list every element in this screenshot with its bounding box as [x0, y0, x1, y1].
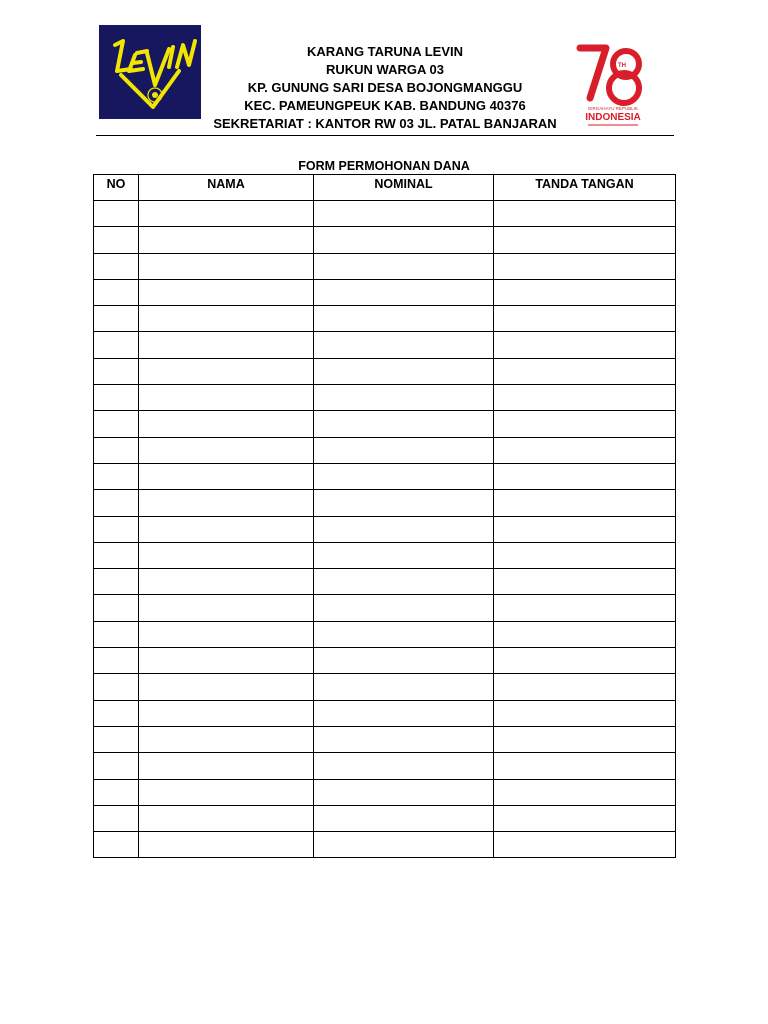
cell-no: [94, 832, 139, 858]
cell-nama: [139, 358, 314, 384]
cell-no: [94, 753, 139, 779]
table-row: [94, 726, 676, 752]
cell-tanda-tangan: [494, 201, 676, 227]
cell-nominal: [314, 411, 494, 437]
cell-nama: [139, 411, 314, 437]
cell-nama: [139, 332, 314, 358]
logo-suffix-text: TH: [618, 63, 626, 69]
table-body: [94, 201, 676, 858]
cell-tanda-tangan: [494, 437, 676, 463]
cell-tanda-tangan: [494, 674, 676, 700]
table-row: [94, 595, 676, 621]
letterhead: [200, 43, 570, 133]
column-header-no: NO: [94, 175, 139, 201]
cell-tanda-tangan: [494, 832, 676, 858]
cell-tanda-tangan: [494, 595, 676, 621]
table-row: [94, 648, 676, 674]
table-row: [94, 463, 676, 489]
cell-tanda-tangan: [494, 726, 676, 752]
cell-nama: [139, 542, 314, 568]
cell-no: [94, 411, 139, 437]
cell-no: [94, 358, 139, 384]
table-row: [94, 516, 676, 542]
cell-tanda-tangan: [494, 648, 676, 674]
logo-tagline-text: DIRGAHAYU REPUBLIK: [588, 106, 638, 111]
cell-no: [94, 332, 139, 358]
cell-tanda-tangan: [494, 358, 676, 384]
cell-nominal: [314, 779, 494, 805]
cell-tanda-tangan: [494, 542, 676, 568]
cell-no: [94, 700, 139, 726]
table-row: [94, 490, 676, 516]
cell-nama: [139, 726, 314, 752]
cell-nominal: [314, 832, 494, 858]
cell-nominal: [314, 542, 494, 568]
cell-nominal: [314, 595, 494, 621]
cell-no: [94, 279, 139, 305]
cell-tanda-tangan: [494, 753, 676, 779]
column-header-nama: NAMA: [139, 175, 314, 201]
cell-no: [94, 595, 139, 621]
table-row: [94, 542, 676, 568]
table-row: [94, 227, 676, 253]
table-row: [94, 779, 676, 805]
org-name: KARANG TARUNA LEVIN: [307, 44, 463, 59]
cell-no: [94, 621, 139, 647]
table-row: [94, 569, 676, 595]
table-row: [94, 279, 676, 305]
header-divider: [96, 135, 674, 136]
levin-logo-icon: [99, 25, 201, 119]
table-row: [94, 385, 676, 411]
cell-tanda-tangan: [494, 490, 676, 516]
cell-nominal: [314, 463, 494, 489]
table-row: [94, 621, 676, 647]
table-row: [94, 805, 676, 831]
cell-nama: [139, 463, 314, 489]
cell-nama: [139, 621, 314, 647]
cell-nama: [139, 753, 314, 779]
cell-nama: [139, 779, 314, 805]
cell-nominal: [314, 805, 494, 831]
cell-nominal: [314, 753, 494, 779]
logo-country-text: INDONESIA: [585, 112, 641, 123]
table-row: [94, 437, 676, 463]
cell-tanda-tangan: [494, 805, 676, 831]
table-row: [94, 358, 676, 384]
cell-nama: [139, 490, 314, 516]
cell-tanda-tangan: [494, 253, 676, 279]
table-row: [94, 332, 676, 358]
cell-nama: [139, 385, 314, 411]
indonesia-78-logo: [570, 40, 656, 132]
cell-nama: [139, 648, 314, 674]
cell-tanda-tangan: [494, 385, 676, 411]
table-row: [94, 700, 676, 726]
cell-tanda-tangan: [494, 306, 676, 332]
cell-nama: [139, 674, 314, 700]
cell-nama: [139, 253, 314, 279]
cell-no: [94, 516, 139, 542]
table-row: [94, 832, 676, 858]
cell-nominal: [314, 385, 494, 411]
form-title: FORM PERMOHONAN DANA: [298, 159, 470, 173]
indonesia-78-logo-icon: [570, 40, 656, 132]
cell-no: [94, 201, 139, 227]
cell-no: [94, 648, 139, 674]
cell-nama: [139, 279, 314, 305]
cell-no: [94, 385, 139, 411]
cell-nominal: [314, 726, 494, 752]
cell-no: [94, 726, 139, 752]
levin-logo: [99, 25, 201, 119]
cell-nominal: [314, 437, 494, 463]
cell-nominal: [314, 621, 494, 647]
cell-no: [94, 490, 139, 516]
column-header-nominal: NOMINAL: [314, 175, 494, 201]
cell-no: [94, 674, 139, 700]
cell-nominal: [314, 201, 494, 227]
cell-no: [94, 253, 139, 279]
cell-nominal: [314, 227, 494, 253]
cell-nama: [139, 805, 314, 831]
rw-number: RUKUN WARGA 03: [326, 62, 444, 77]
cell-no: [94, 463, 139, 489]
cell-nama: [139, 700, 314, 726]
cell-no: [94, 437, 139, 463]
cell-nominal: [314, 674, 494, 700]
cell-nama: [139, 516, 314, 542]
cell-tanda-tangan: [494, 569, 676, 595]
cell-nama: [139, 569, 314, 595]
cell-nominal: [314, 358, 494, 384]
table-row: [94, 201, 676, 227]
cell-no: [94, 779, 139, 805]
cell-nominal: [314, 648, 494, 674]
table-row: [94, 753, 676, 779]
secretariat-address: SEKRETARIAT : KANTOR RW 03 JL. PATAL BANJARAN: [213, 116, 557, 131]
fund-request-table: [93, 174, 676, 858]
cell-no: [94, 306, 139, 332]
table-row: [94, 411, 676, 437]
cell-nominal: [314, 332, 494, 358]
cell-tanda-tangan: [494, 621, 676, 647]
cell-nominal: [314, 516, 494, 542]
column-header-tanda-tangan: TANDA TANGAN: [494, 175, 676, 201]
cell-no: [94, 805, 139, 831]
cell-nama: [139, 306, 314, 332]
cell-tanda-tangan: [494, 516, 676, 542]
cell-tanda-tangan: [494, 227, 676, 253]
cell-nominal: [314, 490, 494, 516]
cell-tanda-tangan: [494, 411, 676, 437]
cell-tanda-tangan: [494, 279, 676, 305]
cell-nama: [139, 832, 314, 858]
cell-tanda-tangan: [494, 700, 676, 726]
cell-nama: [139, 201, 314, 227]
cell-nominal: [314, 700, 494, 726]
cell-nominal: [314, 253, 494, 279]
table-row: [94, 306, 676, 332]
cell-nama: [139, 595, 314, 621]
cell-nominal: [314, 306, 494, 332]
cell-nama: [139, 437, 314, 463]
cell-no: [94, 569, 139, 595]
cell-nama: [139, 227, 314, 253]
cell-tanda-tangan: [494, 332, 676, 358]
address-district: KEC. PAMEUNGPEUK KAB. BANDUNG 40376: [244, 98, 526, 113]
cell-no: [94, 542, 139, 568]
cell-tanda-tangan: [494, 463, 676, 489]
cell-no: [94, 227, 139, 253]
table-header-row: [94, 175, 676, 201]
table-row: [94, 674, 676, 700]
table-row: [94, 253, 676, 279]
cell-nominal: [314, 279, 494, 305]
cell-tanda-tangan: [494, 779, 676, 805]
address-village: KP. GUNUNG SARI DESA BOJONGMANGGU: [247, 80, 523, 95]
cell-nominal: [314, 569, 494, 595]
